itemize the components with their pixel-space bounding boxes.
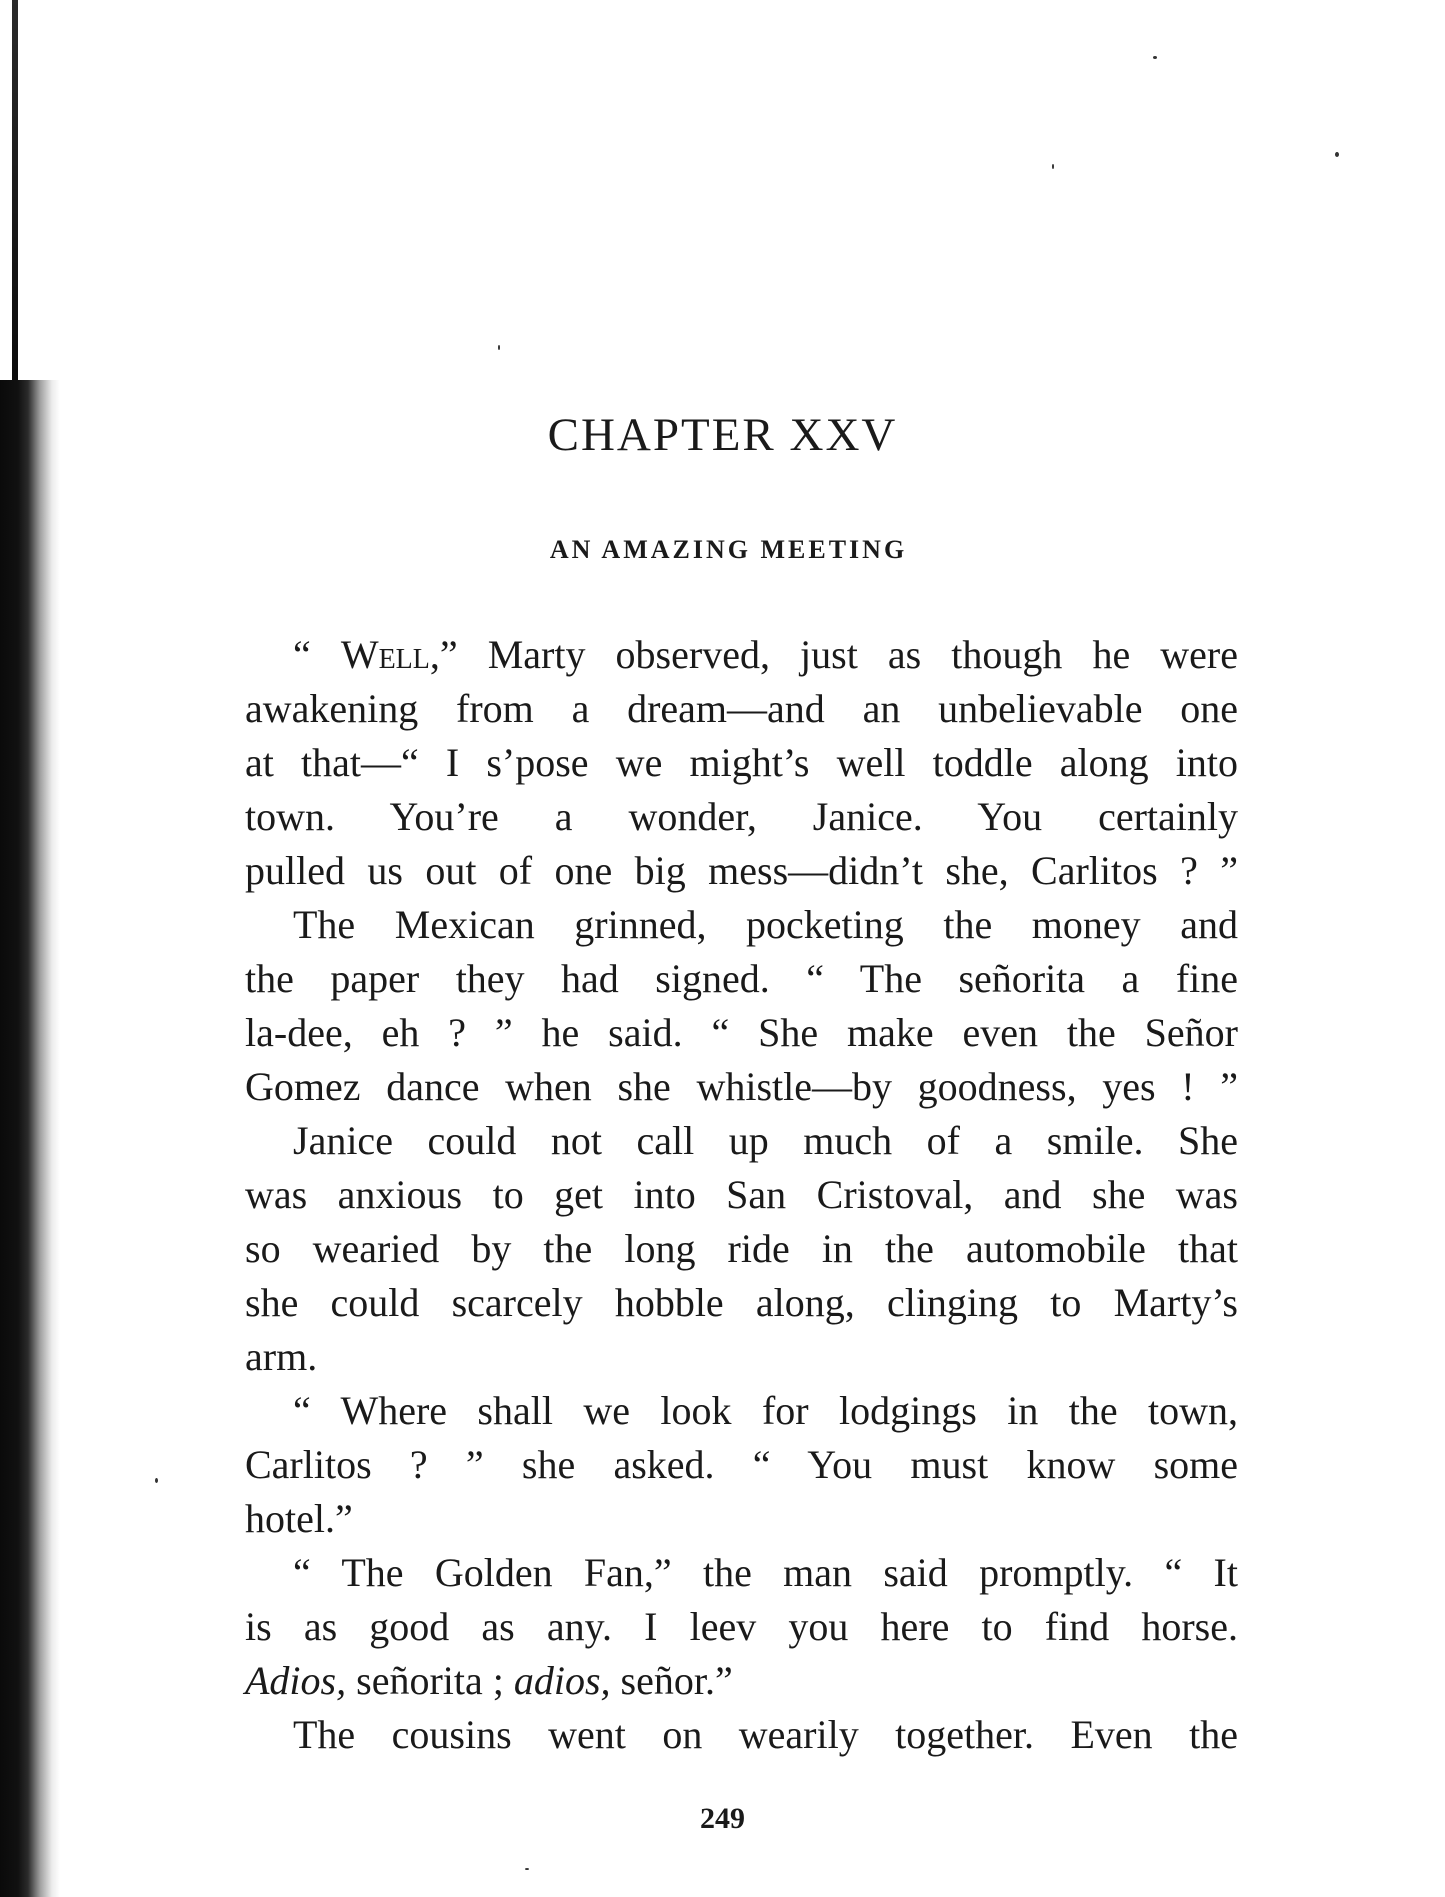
line-text: señorita ; [346, 1658, 514, 1703]
scan-speck [498, 345, 500, 350]
binding-shadow-top [12, 0, 18, 400]
text-line: was anxious to get into San Cristoval, and she was [245, 1172, 1238, 1217]
text-line [245, 1654, 1238, 1708]
text-line: she could scarcely hobble along, clinging to Marty’s [245, 1280, 1238, 1325]
text-line: town. You’re a wonder, Janice. You certainly [245, 794, 1238, 839]
italic-word: adios, [513, 1658, 611, 1703]
chapter-title: CHAPTER XXV [547, 409, 898, 461]
scan-speck [525, 1868, 529, 1870]
text-line: Carlitos ? ” she asked. “ You must know some [245, 1442, 1238, 1487]
chapter-subtitle: AN AMAZING MEETING [549, 535, 908, 564]
text-line: “ Where shall we look for lodgings in the town, [293, 1388, 1238, 1433]
text-line: the paper they had signed. “ The señorita a fine [245, 956, 1238, 1001]
binding-shadow [0, 380, 60, 1897]
small-caps-word: Well, [340, 632, 440, 677]
text-line: hotel.” [245, 1496, 353, 1541]
text-line: la-dee, eh ? ” he said. “ She make even the Señor [245, 1010, 1238, 1055]
text-line: pulled us out of one big mess—didn’t she, Carlitos ? ” [245, 848, 1238, 893]
page-number: 249 [700, 1802, 745, 1835]
text-line: The cousins went on wearily together. Even the [293, 1712, 1238, 1757]
text-line [245, 628, 1238, 682]
text-line: awakening from a dream—and an unbelievable one [245, 686, 1238, 731]
scan-speck [155, 1478, 158, 1483]
text-line: The Mexican grinned, pocketing the money and [293, 902, 1238, 947]
scan-speck [1153, 56, 1157, 59]
text-line: so wearied by the long ride in the automobile that [245, 1226, 1238, 1271]
text-line: “ The Golden Fan,” the man said promptly. “ It [293, 1550, 1238, 1595]
body-text [245, 628, 1238, 1762]
text-line: at that—“ I s’pose we might’s well toddle along into [245, 740, 1238, 785]
scan-speck [1052, 164, 1054, 169]
line-text: señor.” [610, 1658, 733, 1703]
text-line: Janice could not call up much of a smile. She [293, 1118, 1238, 1163]
italic-word: Adios, [245, 1658, 347, 1703]
open-quote: “ [293, 632, 341, 677]
scan-speck [1335, 152, 1339, 157]
text-line: arm. [245, 1334, 318, 1379]
line-text: ” Marty observed, just as though he were [439, 632, 1238, 677]
text-line: is as good as any. I leev you here to find horse. [245, 1604, 1238, 1649]
text-line: Gomez dance when she whistle—by goodness, yes ! ” [245, 1064, 1238, 1109]
